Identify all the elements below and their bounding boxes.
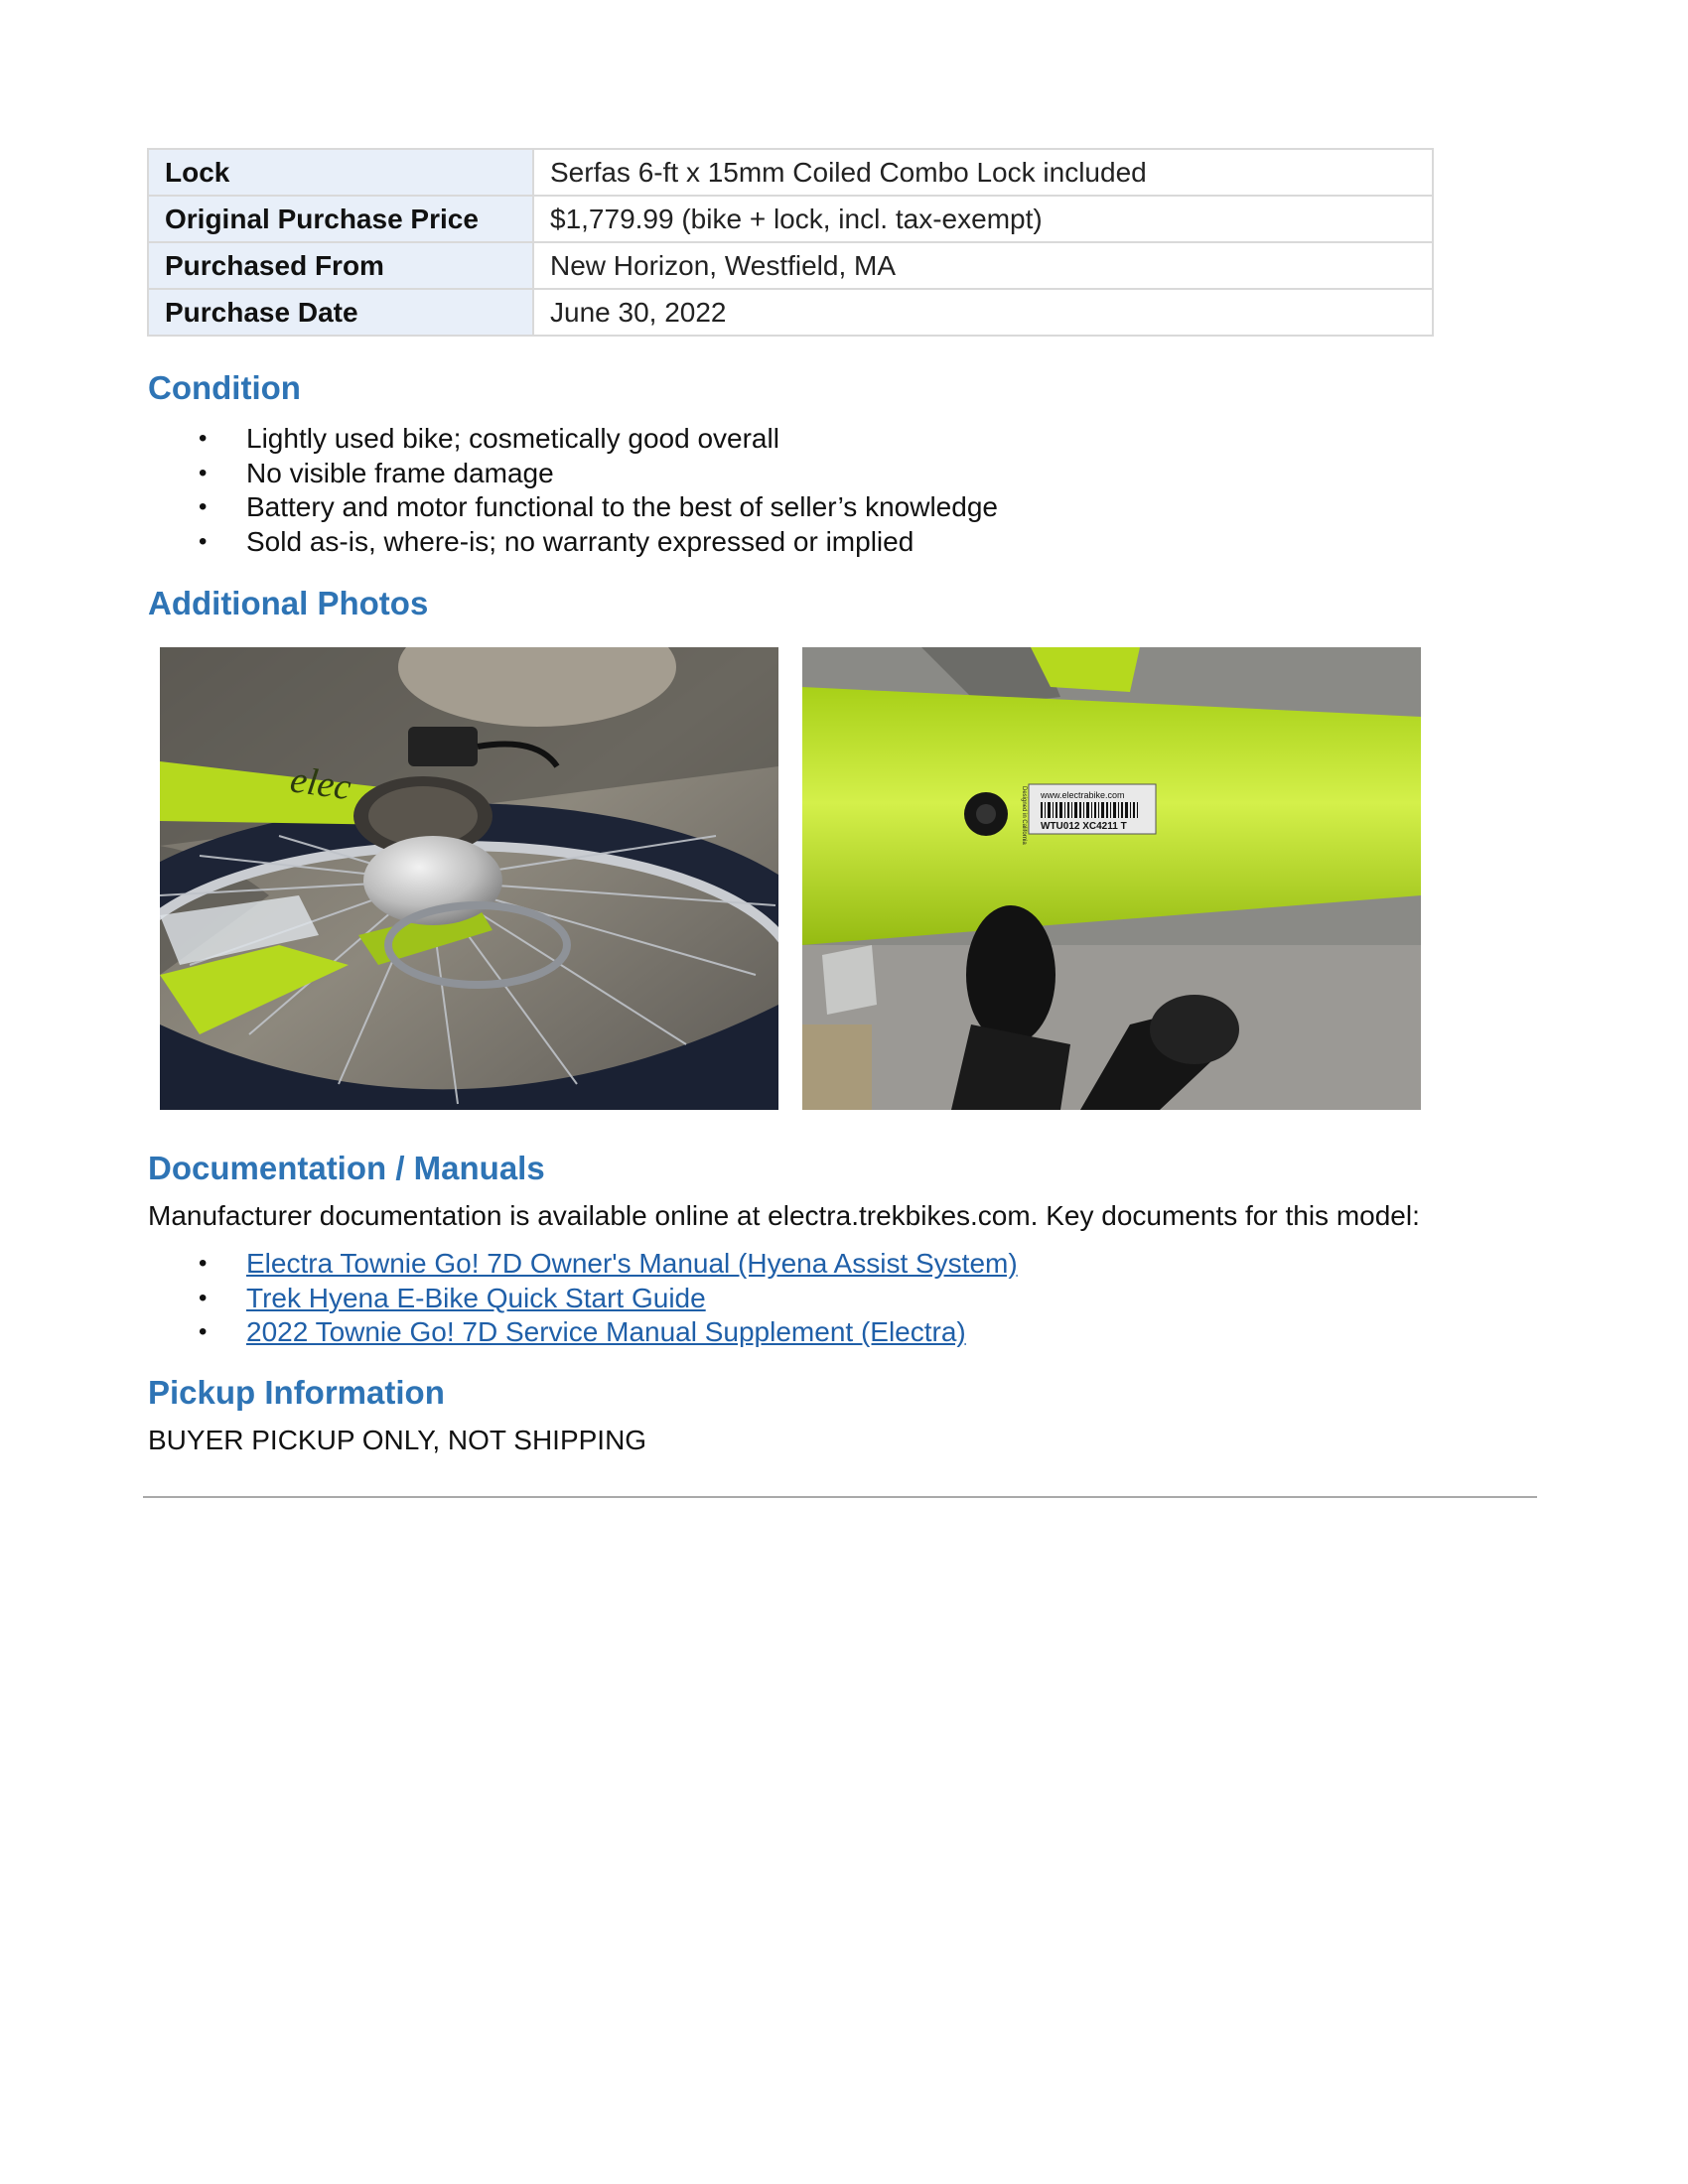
section-divider [143, 1496, 1537, 1498]
details-table [147, 148, 1434, 337]
list-item [199, 1315, 1018, 1350]
row-label: Original Purchase Price [148, 196, 533, 242]
rear-wheel-illustration [160, 647, 778, 1110]
pickup-text: BUYER PICKUP ONLY, NOT SHIPPING [148, 1425, 647, 1455]
documentation-heading: Documentation / Manuals [148, 1150, 545, 1186]
row-value: New Horizon, Westfield, MA [533, 242, 1433, 289]
bullet-icon: • [199, 1318, 208, 1345]
documentation-intro: Manufacturer documentation is available online at electra.trekbikes.com. Key documents for this model: [148, 1200, 1420, 1231]
row-value: June 30, 2022 [533, 289, 1433, 336]
list-item [199, 1282, 1018, 1316]
list-item [199, 490, 998, 525]
list-item [199, 525, 998, 560]
table-row [148, 289, 1433, 336]
bullet-icon: • [199, 459, 208, 486]
row-value: Serfas 6-ft x 15mm Coiled Combo Lock included [533, 149, 1433, 196]
list-item [199, 1247, 1018, 1282]
list-item-text: Battery and motor functional to the best of seller’s knowledge [246, 491, 998, 522]
row-value: $1,779.99 (bike + lock, incl. tax-exempt) [533, 196, 1433, 242]
list-item-text: No visible frame damage [246, 457, 554, 488]
table-row [148, 149, 1433, 196]
photos-heading: Additional Photos [148, 585, 429, 621]
sticker-side-text: Designed in California [1021, 786, 1027, 845]
service-manual-link[interactable]: 2022 Townie Go! 7D Service Manual Supplement (Electra) [246, 1316, 966, 1347]
sticker-url: www.electrabike.com [1041, 790, 1125, 800]
table-row [148, 242, 1433, 289]
bullet-icon: • [199, 1250, 208, 1277]
list-item-text: Sold as-is, where-is; no warranty expressed or implied [246, 525, 914, 557]
bullet-icon: • [199, 425, 208, 452]
frame-logo: elec [287, 758, 354, 809]
pickup-heading: Pickup Information [148, 1374, 445, 1411]
sticker-serial: WTU012 XC4211 T [1041, 821, 1127, 832]
list-item [199, 422, 998, 457]
documentation-links-list [199, 1247, 1018, 1350]
condition-heading: Condition [148, 369, 301, 406]
frame-serial-illustration [802, 647, 1421, 1110]
owners-manual-link[interactable]: Electra Townie Go! 7D Owner's Manual (Hyena Assist System) [246, 1248, 1018, 1279]
list-item [199, 457, 998, 491]
row-label: Purchased From [148, 242, 533, 289]
bullet-icon: • [199, 493, 208, 520]
table-row [148, 196, 1433, 242]
rear-wheel-photo [160, 647, 778, 1110]
quick-start-guide-link[interactable]: Trek Hyena E-Bike Quick Start Guide [246, 1282, 706, 1313]
bullet-icon: • [199, 1284, 208, 1311]
serial-sticker-photo [802, 647, 1421, 1110]
bullet-icon: • [199, 527, 208, 555]
row-label: Purchase Date [148, 289, 533, 336]
list-item-text: Lightly used bike; cosmetically good overall [246, 423, 779, 454]
condition-list [199, 422, 998, 559]
row-label: Lock [148, 149, 533, 196]
